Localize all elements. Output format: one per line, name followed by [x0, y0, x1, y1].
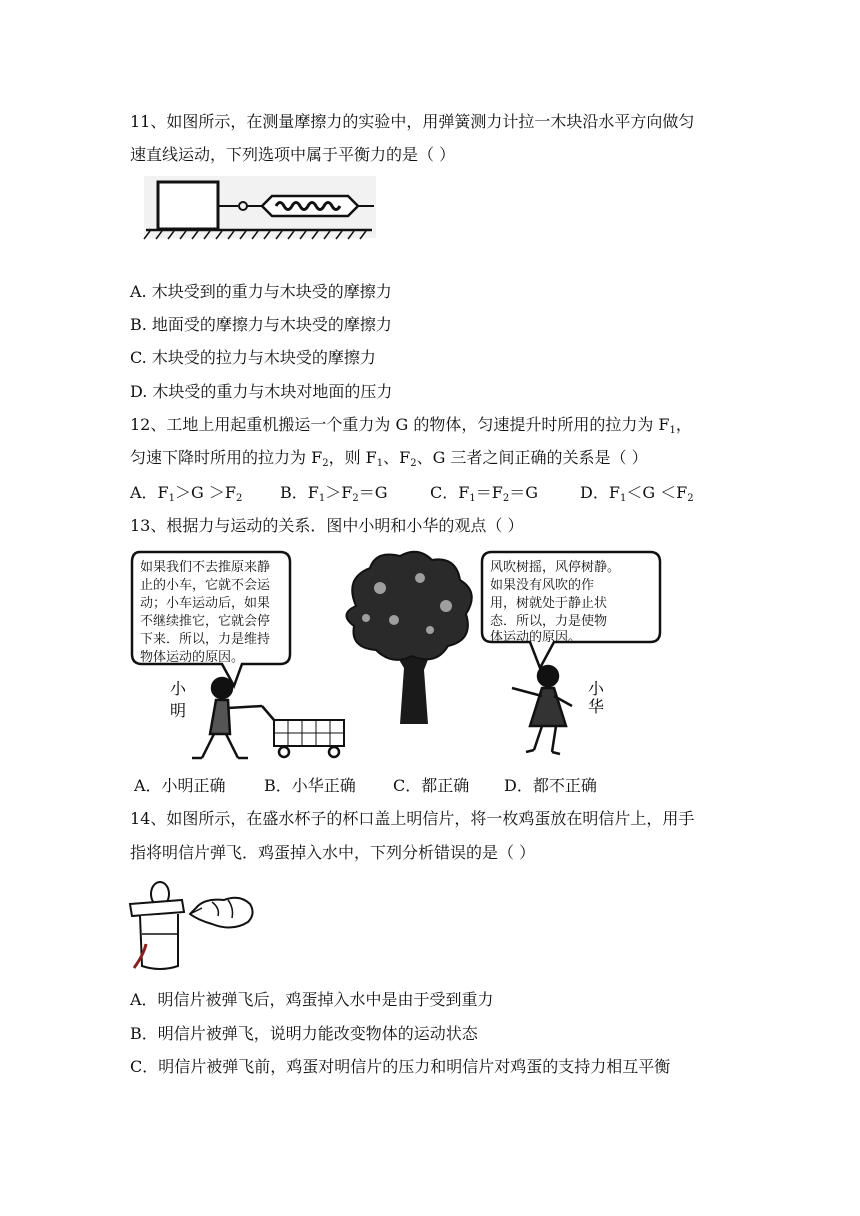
q13-option-d: D．都不正确 — [504, 776, 597, 795]
right-bubble-line: 体运动的原因。 — [490, 630, 582, 645]
q11-option-d: D. 木块受的重力与木块对地面的压力 — [130, 382, 393, 401]
right-bubble-line: 如果没有风吹的作 — [490, 578, 595, 593]
left-bubble-line: 如果我们不去推原来静 — [140, 560, 271, 575]
left-bubble-line: 不继续推它，它就会停 — [140, 614, 271, 629]
q11-stem-line2: 速直线运动，下列选项中属于平衡力的是（ ） — [130, 145, 456, 164]
q14-option-c: C．明信片被弹飞前，鸡蛋对明信片的压力和明信片对鸡蛋的支持力相互平衡 — [130, 1057, 671, 1076]
left-bubble-line: 止的小车，它就不会运 — [140, 578, 271, 593]
xiaoming-name: 明 — [170, 701, 187, 720]
xiaohua-name: 华 — [588, 697, 605, 716]
tree-illustration — [346, 552, 471, 724]
q13-stem: 13、根据力与运动的关系．图中小明和小华的观点（ ） — [130, 516, 524, 535]
right-bubble-line: 风吹树摇，风停树静。 — [490, 560, 621, 575]
q12-option-b: B．$F_1>F_2=G$ — [280, 483, 388, 504]
left-bubble-line: 动；小车运动后，如果 — [140, 596, 271, 611]
left-speech-bubble — [132, 552, 290, 686]
q14-stem-line1: 14、如图所示，在盛水杯子的杯口盖上明信片，将一枚鸡蛋放在明信片上，用手 — [130, 809, 695, 828]
q14-option-a: A．明信片被弹飞后，鸡蛋掉入水中是由于受到重力 — [130, 990, 494, 1009]
right-bubble-line: 态．所以，力是使物 — [490, 614, 608, 629]
q12-option-a: A．$F_1>G >F_2$ — [130, 483, 243, 504]
xiaoming-xiaohua-cartoon — [130, 548, 670, 766]
q14-option-b: B．明信片被弹飞，说明力能改变物体的运动状态 — [130, 1024, 478, 1043]
q13-option-a: A．小明正确 — [134, 776, 226, 795]
q14-stem-line2: 指将明信片弹飞．鸡蛋掉入水中，下列分析错误的是（ ） — [130, 843, 536, 862]
q12-option-c: C．$F_1=F_2=G$ — [430, 483, 539, 504]
spring-scale-block-figure — [140, 176, 380, 242]
q12-stem-line1: 12、工地上用起重机搬运一个重力为 G 的物体，匀速提升时所用的拉力为 $F_1$， — [130, 415, 692, 436]
egg-card-cup-figure — [128, 878, 258, 974]
left-bubble-line: 物体运动的原因。 — [140, 650, 245, 665]
q13-option-b: B．小华正确 — [264, 776, 356, 795]
xiaohua-figure — [512, 666, 572, 754]
q12-option-d: D．$F_1<G <F_2$ — [580, 483, 694, 504]
right-bubble-line: 用，树就处于静止状 — [490, 596, 608, 611]
q11-option-a: A. 木块受到的重力与木块受的摩擦力 — [130, 282, 392, 301]
xiaoming-name: 小 — [170, 679, 187, 698]
xiaoming-figure — [192, 678, 344, 758]
q13-option-c: C．都正确 — [393, 776, 470, 795]
q11-option-b: B. 地面受的摩擦力与木块受的摩擦力 — [130, 315, 392, 334]
q11-option-c: C. 木块受的拉力与木块受的摩擦力 — [130, 348, 376, 367]
left-bubble-line: 下来．所以，力是维持 — [140, 632, 271, 647]
right-speech-bubble — [482, 552, 660, 668]
q11-stem-line1: 11、如图所示，在测量摩擦力的实验中，用弹簧测力计拉一木块沿水平方向做匀 — [130, 112, 695, 131]
xiaohua-name: 小 — [588, 679, 605, 698]
q12-stem-line2: 匀速下降时所用的拉力为 $F_2$，则 $F_1$、$F_2$、G 三者之间正确的关系是（ ） — [130, 448, 648, 469]
